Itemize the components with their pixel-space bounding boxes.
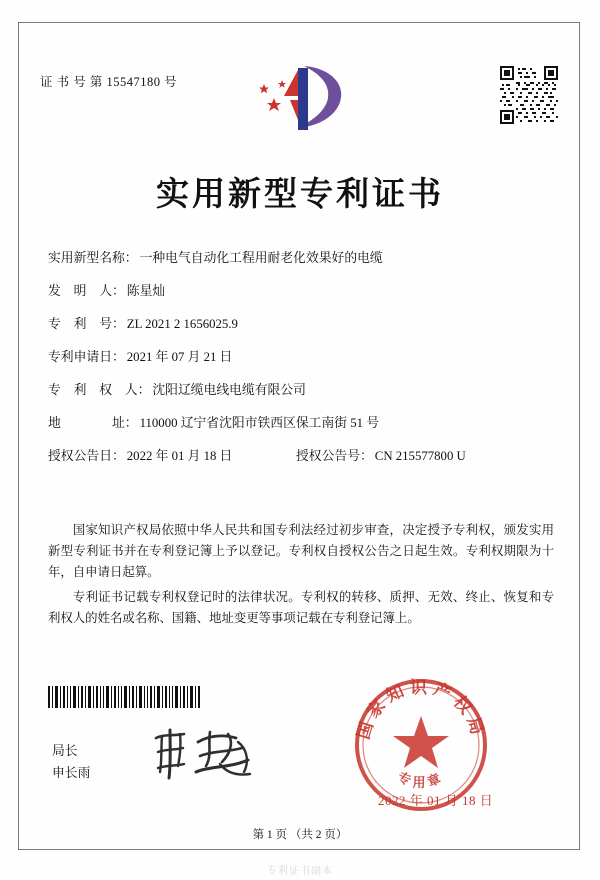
svg-text:专用章: 专用章	[395, 770, 447, 791]
field-value: ZL 2021 2 1656025.9	[126, 317, 238, 331]
field-row-grant-announcement	[48, 446, 556, 466]
bottom-watermark: 专利证书副本	[267, 866, 333, 877]
issue-date-stamp: 2022 年 01 月 18 日	[378, 793, 494, 808]
svg-text:国家知识产权局: 国家知识产权局	[353, 678, 489, 742]
body-paragraph-1: 国家知识产权局依照中华人民共和国专利法经过初步审查，决定授予专利权，颁发实用新型专利证书并在专利登记簿上予以登记。专利权自授权公告之日起生效。专利权期限为十年，自申请日起算。	[48, 523, 554, 579]
field-value: 沈阳辽缆电线电缆有限公司	[152, 383, 306, 397]
certificate-serial-number: 证 书 号 第 15547180 号	[40, 75, 178, 89]
grant-number-value: CN 215577800 U	[374, 449, 466, 463]
certificate-body	[48, 520, 554, 633]
field-row-utility-model-name	[48, 248, 556, 268]
certificate-fields	[48, 248, 556, 479]
field-row-address	[48, 413, 556, 433]
page-number-footer: 第 1 页 （共 2 页）	[252, 829, 348, 841]
handwritten-signature	[150, 722, 270, 786]
director-name-label: 申长雨	[52, 766, 91, 780]
field-value: 陈星灿	[126, 284, 166, 298]
grant-number-label: 授权公告号：	[296, 449, 373, 463]
field-row-application-date	[48, 347, 556, 367]
field-label: 地 址：	[48, 416, 138, 430]
field-value: 一种电气自动化工程用耐老化效果好的电缆	[139, 251, 383, 265]
field-row-patentee	[48, 380, 556, 400]
field-label: 专 利 权 人：	[48, 383, 151, 397]
grant-date-label: 授权公告日：	[48, 449, 125, 463]
grant-date-value: 2022 年 01 月 18 日	[126, 449, 233, 463]
field-label: 专利申请日：	[48, 350, 125, 364]
field-row-inventor	[48, 281, 556, 301]
director-title-label: 局长	[52, 744, 78, 758]
barcode	[48, 686, 200, 708]
field-value: 110000 辽宁省沈阳市铁西区保工南街 51 号	[139, 416, 380, 430]
page-title: 实用新型专利证书	[156, 174, 444, 213]
cnipa-logo-icon	[252, 62, 348, 134]
qr-code	[500, 66, 558, 124]
field-label: 发 明 人：	[48, 284, 125, 298]
field-row-patent-number	[48, 314, 556, 334]
field-label: 实用新型名称：	[48, 251, 138, 265]
signature-block	[52, 740, 90, 784]
field-label: 专 利 号：	[48, 317, 125, 331]
body-paragraph-2: 专利证书记载专利权登记时的法律状况。专利权的转移、质押、无效、终止、恢复和专利权人的姓名或名称、国籍、地址变更等事项记载在专利登记簿上。	[48, 590, 554, 625]
field-value: 2021 年 07 月 21 日	[126, 350, 233, 364]
